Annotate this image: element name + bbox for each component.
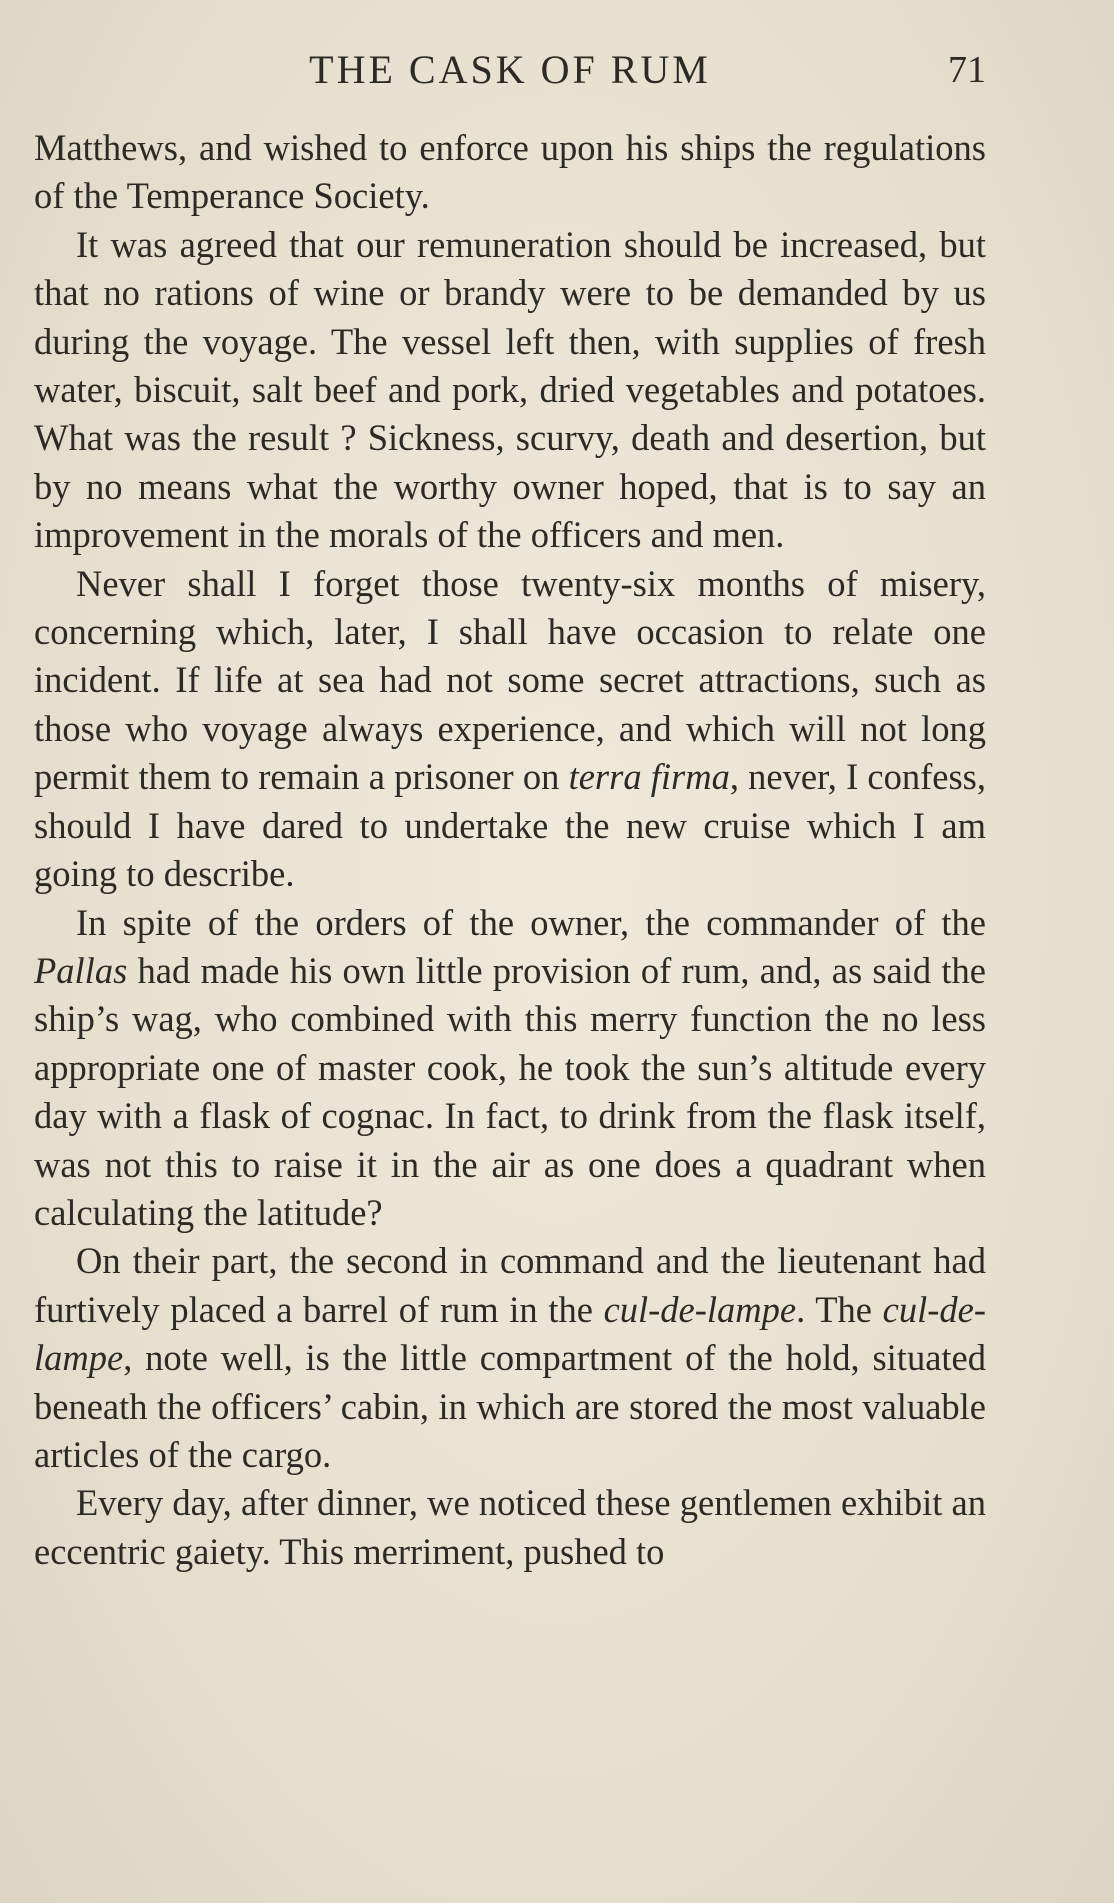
text-run: , note well, is the little compartment of the hold, situated beneath the officers’ cabin, in which are stored the most valuable articles of the cargo. bbox=[34, 1337, 986, 1475]
text-run: It was agreed that our remuneration should be increased, but that no rations of wine or brandy were to be demanded by us during the voyage. The vessel left then, with supplies of fresh water, biscuit, salt beef and pork, dried vegetables and potatoes. What was the result ? Sickness, scurvy, death and desertion, but by no means what the worthy owner hoped, that is to say an improvement in the morals of the officers and men. bbox=[34, 223, 986, 556]
running-title: THE CASK OF RUM bbox=[309, 47, 711, 92]
text-run: Never shall I forget those twenty-six months of misery, concerning which, later, I shall have occasion to relate one incident. If life at sea had not some secret attractions, such as those who voyage always experience, and which will not long permit them to remain a prisoner on bbox=[34, 562, 986, 798]
paragraph-6 bbox=[34, 1479, 986, 1576]
paragraph-5 bbox=[34, 1237, 986, 1479]
body-text bbox=[34, 124, 986, 1576]
paragraph-1 bbox=[34, 124, 986, 221]
text-run: had made his own little provision of rum, and, as said the ship’s wag, who combined with this merry function the no less appropriate one of master cook, he took the sun’s altitude every day with a flask of cognac. In fact, to drink from the flask itself, was not this to raise it in the air as one does a quadrant when calculating the latitude? bbox=[34, 949, 986, 1233]
paragraph-4 bbox=[34, 899, 986, 1238]
text-run: . The bbox=[796, 1288, 883, 1330]
text-run: Matthews, and wished to enforce upon his ships the regulations of the Temperance Society. bbox=[34, 127, 986, 217]
italic-text: cul-de-lampe bbox=[34, 1288, 986, 1379]
page-number: 71 bbox=[948, 49, 986, 91]
italic-text: Pallas bbox=[34, 949, 128, 991]
text-run: On their part, the second in command and the lieutenant had furtively placed a barrel of rum in the bbox=[34, 1240, 986, 1330]
running-head bbox=[34, 44, 986, 96]
paragraph-3 bbox=[34, 560, 986, 899]
paragraph-2 bbox=[34, 221, 986, 560]
italic-text: terra firma bbox=[568, 756, 730, 798]
text-run: Every day, after dinner, we noticed these gentlemen exhibit an eccentric gaiety. This merriment, pushed to bbox=[34, 1482, 986, 1572]
italic-text: cul-de-lampe bbox=[603, 1288, 797, 1330]
text-run: , never, I confess, should I have dared to undertake the new cruise which I am going to describe. bbox=[34, 756, 986, 895]
text-run: In spite of the orders of the owner, the commander of the bbox=[76, 901, 986, 943]
